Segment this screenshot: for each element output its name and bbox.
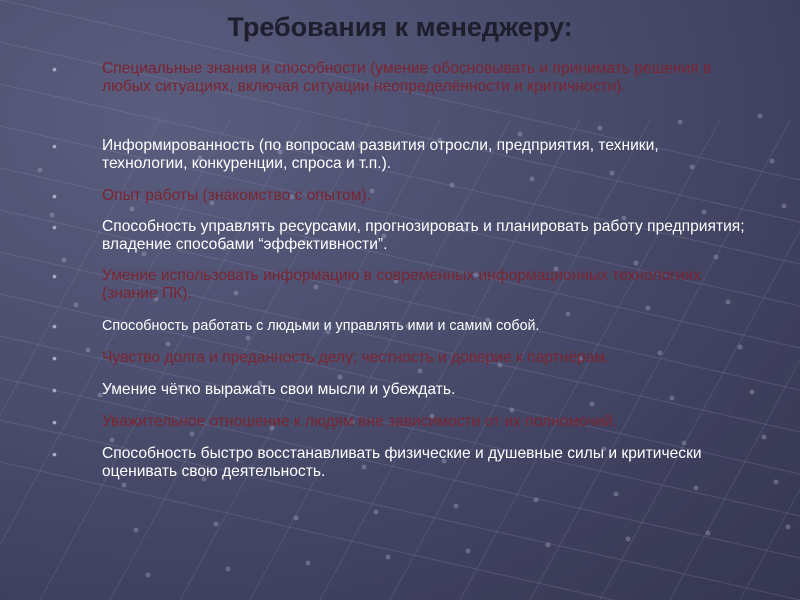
- grid-node: [614, 492, 619, 497]
- grid-node: [774, 480, 779, 485]
- bullet-icon: •: [52, 318, 57, 334]
- grid-node: [146, 573, 151, 578]
- grid-node: [534, 498, 539, 503]
- grid-node: [454, 504, 459, 509]
- bullet-text: Уважительное отношение к людям вне зависимости от их полномочий.: [102, 413, 618, 430]
- bullet-icon: •: [52, 382, 57, 398]
- grid-line: [740, 120, 800, 600]
- bullet-text: Умение использовать информацию в современных информационных технологиях (знание ПК).: [102, 267, 701, 302]
- grid-node: [122, 483, 127, 488]
- slide-title: Требования к менеджеру:: [227, 12, 573, 42]
- bullet-text: Умение чётко выражать свои мысли и убеждать.: [102, 381, 456, 398]
- grid-node: [466, 549, 471, 554]
- bullet-item: [48, 137, 748, 173]
- bullet-item: [48, 413, 748, 431]
- bullet-item: [48, 187, 748, 205]
- grid-node: [374, 510, 379, 515]
- grid-node: [386, 555, 391, 560]
- bullet-icon: •: [52, 446, 57, 462]
- grid-node: [786, 525, 791, 530]
- grid-node: [226, 567, 231, 572]
- bullet-text: Опыт работы (знакомство с опытом).: [102, 187, 371, 204]
- bullet-text: Способность управлять ресурсами, прогнозировать и планировать работу предприятия; владение способами “эффективности”.: [102, 218, 745, 253]
- grid-node: [38, 168, 43, 173]
- grid-node: [546, 543, 551, 548]
- bullet-icon: •: [52, 138, 57, 154]
- bullet-icon: •: [52, 268, 57, 284]
- bullet-item: [48, 267, 748, 303]
- grid-node: [294, 516, 299, 521]
- bullet-text: Информированность (по вопросам развития отросли, предприятия, техники, технологии, конкуренции, спроса и т.п.).: [102, 137, 659, 172]
- grid-node: [306, 561, 311, 566]
- grid-node: [626, 537, 631, 542]
- grid-node: [706, 531, 711, 536]
- grid-node: [694, 486, 699, 491]
- bullet-text: Специальные знания и способности (умение обосновывать и принимать решения в любых ситуациях, включая ситуации неопределённости и критичности).: [102, 60, 712, 95]
- bullet-item: [48, 218, 748, 254]
- bullet-icon: •: [52, 414, 57, 430]
- bullet-icon: •: [52, 219, 57, 235]
- bullet-item: [48, 317, 748, 335]
- bullet-icon: •: [52, 350, 57, 366]
- bullet-text: Способность быстро восстанавливать физические и душевные силы и критически оценивать свою деятельность.: [102, 445, 702, 480]
- grid-node: [750, 390, 755, 395]
- requirements-list: [48, 60, 748, 481]
- grid-node: [770, 159, 775, 164]
- grid-node: [782, 204, 787, 209]
- bullet-item: [48, 349, 748, 367]
- grid-node: [214, 522, 219, 527]
- bullet-icon: •: [52, 188, 57, 204]
- bullet-text: Способность работать с людьми и управлять ими и самим собой.: [102, 318, 540, 334]
- grid-node: [134, 528, 139, 533]
- grid-node: [758, 114, 763, 119]
- bullet-icon: •: [52, 61, 57, 77]
- bullet-text: Чувство долга и преданность делу; честность и доверие к партнёрам.: [102, 349, 610, 366]
- grid-node: [762, 435, 767, 440]
- bullet-item: [48, 60, 748, 96]
- bullet-item: [48, 445, 748, 481]
- bullet-item: [48, 381, 748, 399]
